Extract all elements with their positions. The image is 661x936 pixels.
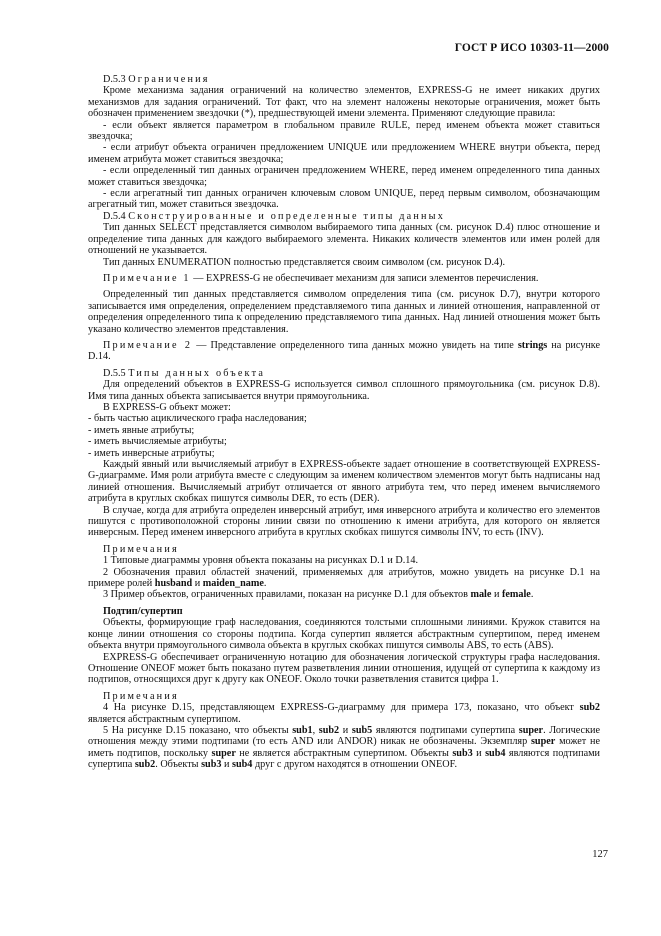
notes-heading: Примечания: [103, 690, 179, 702]
list-item: - если определенный тип данных ограничен предложением WHERE, перед именем определенного типа данных может ставиться звездочка;: [88, 165, 600, 188]
notes-heading: Примечания: [103, 543, 179, 555]
list-item: - иметь вычисляемые атрибуты;: [88, 436, 227, 448]
note-item: 2 Обозначения правил областей значений, применяемых для атрибутов, можно увидеть на рисунке D.1 на примере ролей husband и maiden_name.: [88, 566, 600, 590]
section-heading-restrictions: D.5.3 Ограничения: [103, 74, 210, 85]
paragraph: Тип данных SELECT представляется символом выбираемого типа данных (см. рисунок D.4) плюс отношение и определение типа данных для каждого выбираемого элемента. Никаких количеств элементов или имен ролей для отношений не указывается.: [88, 222, 600, 257]
note-2: Примечание 2 — Представление определенного типа данных можно увидеть на типе strings на рисунке D.14.: [88, 339, 601, 363]
paragraph: Объекты, формирующие граф наследования, соединяются толстыми сплошными линиями. Кружок ставится на конце линии отношения со стороны подтипа. Когда супертип является абстрактным супертипом, перед именем объекта внутри прямоугольного символа объекта в круглых скобках пишутся символы ABS, то есть (ABS).: [88, 617, 600, 652]
list-item: - иметь явные атрибуты;: [88, 424, 195, 436]
section-heading-entity-types: D.5.5 Типы данных объекта: [103, 367, 266, 379]
list-item: - иметь инверсные атрибуты;: [88, 447, 215, 459]
list-item: - быть частью ациклического графа наследования;: [88, 413, 307, 425]
document-header: ГОСТ Р ИСО 10303-11—2000: [454, 42, 609, 54]
paragraph: Тип данных ENUMERATION полностью представляется своим символом (см. рисунок D.4).: [103, 256, 506, 268]
note-1: Примечание 1 — EXPRESS-G не обеспечивает механизм для записи элементов перечисления.: [103, 272, 539, 284]
note-item: 1 Типовые диаграммы уровня объекта показаны на рисунках D.1 и D.14.: [103, 555, 419, 567]
note-item: 5 На рисунке D.15 показано, что объекты sub1, sub2 и sub5 являются подтипами супертипа super. Логические отношения между этими подтипами (то есть AND или ANDOR) никак не обозначены. Экземпляр super может не иметь подтипов, поскольку super не является абстрактным супертипом. Объекты sub3 и sub4 являются подтипами супертипа sub2. Объекты sub3 и sub4 друг с другом находятся в отношении ONEOF.: [88, 724, 600, 771]
subheading: Подтип/супертип: [103, 605, 183, 617]
page-number: 127: [592, 849, 608, 860]
paragraph: EXPRESS-G обеспечивает ограниченную нотацию для обозначения логической структуры графа наследования. Отношение ONEOF может быть показано путем разветвления линии отношения, идущей от супертипа к каждому из подтипов, относящихся друг к другу как ONEOF. Около точки разветвления ставится цифра 1.: [88, 651, 600, 686]
section-heading-constructed-types: D.5.4 Сконструированные и определенные типы данных: [103, 210, 446, 222]
list-item: - если агрегатный тип данных ограничен ключевым словом UNIQUE, перед первым символом, обозначающим агрегатный тип, может ставиться звездочка.: [88, 188, 600, 211]
list-item: - если атрибут объекта ограничен предложением UNIQUE или предложением WHERE внутри объекта, перед именем атрибута может ставиться звездочка;: [88, 142, 600, 165]
note-item: 4 На рисунке D.15, представляющем EXPRESS-G-диаграмму для примера 173, показано, что объект sub2 является абстрактным супертипом.: [88, 702, 600, 725]
list-item: - если объект является параметром в глобальном правиле RULE, перед именем объекта может ставиться звездочка;: [88, 119, 600, 143]
paragraph: В EXPRESS-G объект может:: [103, 401, 231, 413]
note-item: 3 Пример объектов, ограниченных правилами, показан на рисунке D.1 для объектов male и female.: [103, 589, 534, 601]
paragraph: Каждый явный или вычисляемый атрибут в EXPRESS-объекте задает отношение в соответствующей EXPRESS-G-диаграмме. Имя роли атрибута вместе с следующим за именем количеством элементов могут быть надписаны над линией отношения. Вычисляемый атрибут отличается от явного атрибута тем, что перед именем вычисляемого атрибута в круглых скобках пишутся символы DER, то есть (DER).: [88, 459, 600, 505]
paragraph: Для определений объектов в EXPRESS-G используется символ сплошного прямоугольника (см. рисунок D.8). Имя типа данных объекта записывается внутри прямоугольника.: [88, 379, 600, 402]
page-body: [88, 74, 600, 771]
paragraph: В случае, когда для атрибута определен инверсный атрибут, имя инверсного атрибута и количество его элементов пишутся с противоположной стороны линии связи по отношению к имени атрибута, для которого он является инверсным. Перед именем инверсного атрибута в круглых скобках пишутся символы INV, то есть (INV).: [88, 504, 600, 539]
paragraph: Кроме механизма задания ограничений на количество элементов, EXPRESS-G не имеет никаких других механизмов для задания ограничений. Тот факт, что на элемент наложены некоторые ограничения, может быть обозначен применением звездочки (*), предшествующей имени элемента. Применяют следующие правила:: [88, 85, 600, 120]
paragraph: Определенный тип данных представляется символом определения типа (см. рисунок D.7), внутри которого записывается имя определения, определением представляемого типа данных и линией отношения, направленной от определения определенного типа к определению представляемого типа данных. Над линией отношения может быть указано количество элементов представления.: [88, 289, 600, 335]
